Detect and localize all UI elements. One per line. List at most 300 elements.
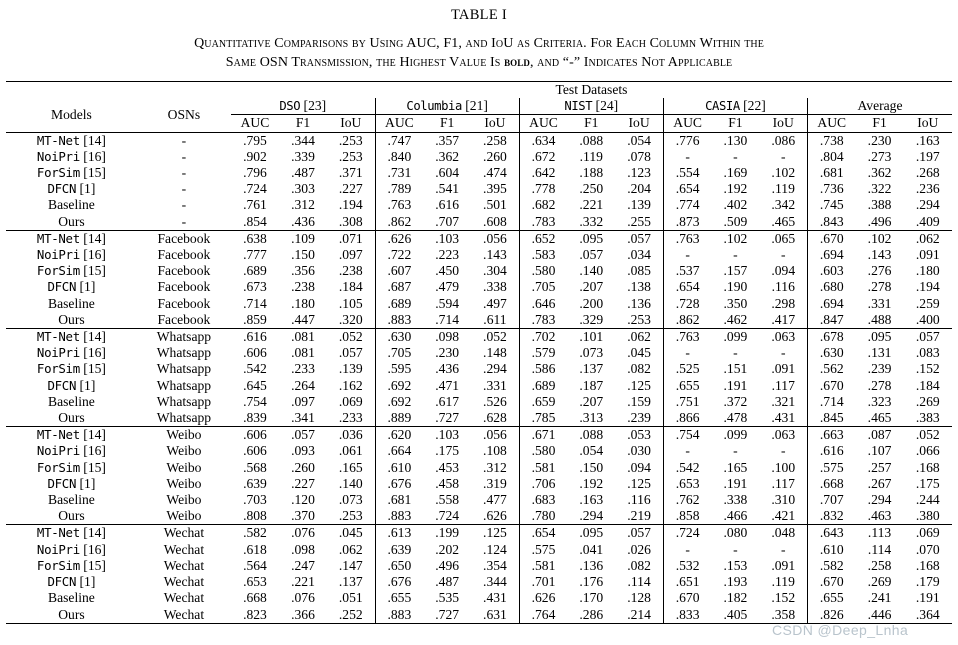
table-row xyxy=(6,165,952,181)
metric-value: .117 xyxy=(771,377,795,393)
metric-value: .616 xyxy=(808,443,856,459)
metric-value: .678 xyxy=(808,329,856,346)
metric-value: .763 xyxy=(663,329,711,346)
metric-value: .131 xyxy=(867,345,892,361)
metric-value: .321 xyxy=(771,393,796,409)
metric-value: .738 xyxy=(808,132,856,149)
metric-value: .119 xyxy=(579,148,603,164)
metric-value: .595 xyxy=(375,361,423,377)
row-model-name: Baseline xyxy=(48,492,95,508)
header-spacer xyxy=(6,82,231,99)
metric-value: .357 xyxy=(423,132,471,149)
metric-value: .078 xyxy=(627,148,651,164)
metric-value: .354 xyxy=(483,557,507,573)
metric-value: .774 xyxy=(663,197,711,213)
metric-value: .395 xyxy=(483,181,507,197)
row-model-name: DFCN [1] xyxy=(47,181,96,197)
table-row xyxy=(6,443,952,459)
row-model-name: Baseline xyxy=(48,590,95,606)
metric-value: .152 xyxy=(771,590,796,606)
metric-value: .465 xyxy=(867,410,892,426)
row-osn-name: Whatsapp xyxy=(156,345,212,361)
metric-value: .724 xyxy=(243,181,267,197)
metric-value: .278 xyxy=(867,279,892,295)
metric-value: .626 xyxy=(519,590,567,606)
metric-value: .358 xyxy=(759,607,807,624)
metric-value: .241 xyxy=(867,590,892,606)
metric-value: .400 xyxy=(915,311,940,327)
metric-value: .586 xyxy=(519,361,567,377)
metric-value: .747 xyxy=(375,132,423,149)
metric-value: .436 xyxy=(291,213,315,229)
metric-value: .056 xyxy=(471,230,519,247)
metric-value: .405 xyxy=(711,607,759,624)
row-osn-name: - xyxy=(181,213,187,229)
metric-value: .207 xyxy=(579,279,604,295)
metric-value: .099 xyxy=(711,329,759,346)
row-osn-name: Whatsapp xyxy=(156,361,212,377)
metric-value: .091 xyxy=(915,247,940,263)
metric-value: .463 xyxy=(867,508,892,524)
metric-value: .526 xyxy=(483,393,507,409)
metric-value: .034 xyxy=(627,247,651,263)
metric-value: .706 xyxy=(519,476,567,492)
metric-value: .535 xyxy=(435,590,460,606)
metric-value: .082 xyxy=(627,361,651,377)
metric-value: .053 xyxy=(615,427,663,444)
metric-value: .583 xyxy=(519,247,567,263)
metric-value: - xyxy=(733,148,738,164)
metric-header-nist-iou: IoU xyxy=(628,115,650,131)
table-row xyxy=(6,427,952,444)
metric-value: .736 xyxy=(808,181,856,197)
metric-value: .402 xyxy=(723,197,748,213)
metric-value: .606 xyxy=(243,443,267,459)
metric-value: .671 xyxy=(519,427,567,444)
table-row xyxy=(6,230,952,247)
metric-value: .165 xyxy=(338,459,363,475)
metric-value: .659 xyxy=(519,394,567,410)
metric-value: .054 xyxy=(615,132,663,149)
table-row xyxy=(6,149,952,165)
metric-value: .488 xyxy=(867,311,892,327)
metric-value: .184 xyxy=(915,377,940,393)
metric-value: .233 xyxy=(291,361,315,377)
metric-value: .646 xyxy=(519,296,567,312)
metric-value: .233 xyxy=(338,410,363,426)
metric-value: .626 xyxy=(483,508,507,524)
metric-value: .862 xyxy=(663,312,711,329)
table-row xyxy=(6,361,952,377)
metric-value: .654 xyxy=(519,525,567,542)
metric-value: .780 xyxy=(519,508,567,525)
metric-value: .687 xyxy=(375,279,423,295)
metric-value: .643 xyxy=(808,525,856,542)
row-model-name: DFCN [1] xyxy=(47,279,96,295)
metric-value: .130 xyxy=(711,132,759,149)
metric-value: .063 xyxy=(759,329,807,346)
metric-value: .051 xyxy=(338,590,363,606)
table-row xyxy=(6,508,952,525)
metric-value: .260 xyxy=(291,459,315,475)
metric-value: .613 xyxy=(375,525,423,542)
metric-value: .080 xyxy=(711,525,759,542)
dataset-group-nist: NIST [24] xyxy=(519,98,663,115)
row-osn-name: Facebook xyxy=(137,230,231,247)
metric-value: .116 xyxy=(627,492,651,508)
metric-value: .239 xyxy=(867,361,892,377)
row-model-name: NoiPri [16] xyxy=(36,247,106,263)
metric-value: .436 xyxy=(435,361,460,377)
metric-value: .372 xyxy=(723,393,748,409)
metric-header-dso-f1: F1 xyxy=(295,115,311,131)
table-row xyxy=(6,476,952,492)
metric-value: .091 xyxy=(771,557,796,573)
metric-value: .431 xyxy=(771,410,796,426)
metric-value: .582 xyxy=(231,525,279,542)
metric-value: .341 xyxy=(291,410,315,426)
metric-value: - xyxy=(733,345,738,361)
metric-value: .176 xyxy=(579,574,604,590)
metric-value: .714 xyxy=(243,295,267,311)
metric-value: .575 xyxy=(519,542,567,558)
metric-value: .175 xyxy=(915,475,940,491)
metric-value: .342 xyxy=(771,197,796,213)
row-osn-name: Facebook xyxy=(157,263,211,279)
metric-value: .070 xyxy=(915,541,940,557)
metric-value: .356 xyxy=(291,263,315,279)
metric-value: .319 xyxy=(483,475,507,491)
metric-value: .163 xyxy=(904,132,952,149)
metric-value: .639 xyxy=(375,542,423,558)
metric-value: .219 xyxy=(627,508,651,524)
metric-value: .244 xyxy=(915,492,940,508)
metric-value: .076 xyxy=(279,525,327,542)
metric-value: .714 xyxy=(808,394,856,410)
metric-value: .192 xyxy=(723,181,748,197)
metric-value: .608 xyxy=(483,213,507,229)
metric-value: .264 xyxy=(291,377,315,393)
metric-value: .082 xyxy=(627,557,651,573)
metric-value: .294 xyxy=(915,197,940,213)
dataset-group-header-row xyxy=(6,98,952,115)
metric-value: .707 xyxy=(435,213,460,229)
metric-value: .097 xyxy=(291,393,315,409)
metric-value: .191 xyxy=(723,475,748,491)
metric-value: .073 xyxy=(338,492,363,508)
dataset-group-columbia: Columbia [21] xyxy=(375,98,519,115)
metric-value: .230 xyxy=(856,132,904,149)
metric-value: .230 xyxy=(435,345,460,361)
metric-value: .681 xyxy=(808,165,856,181)
row-osn-name: Wechat xyxy=(137,525,231,542)
metric-value: .487 xyxy=(291,165,315,181)
metric-header-casia-f1: F1 xyxy=(728,115,743,131)
metric-value: .450 xyxy=(435,263,460,279)
metric-value: .446 xyxy=(856,607,904,624)
row-model-name: MT-Net [14] xyxy=(6,427,137,444)
metric-header-dso-iou: IoU xyxy=(340,115,362,131)
metric-value: .329 xyxy=(579,311,604,327)
metric-header-columbia-auc: AUC xyxy=(375,115,423,132)
metric-value: - xyxy=(663,345,711,361)
metric-value: .214 xyxy=(615,607,663,624)
metric-value: .054 xyxy=(579,443,604,459)
metric-value: .184 xyxy=(338,279,363,295)
row-osn-name: Wechat xyxy=(163,590,205,606)
metric-value: .114 xyxy=(627,574,651,590)
metric-value: .654 xyxy=(663,181,711,197)
metric-value: .862 xyxy=(375,214,423,231)
metric-value: .421 xyxy=(771,508,796,524)
row-osn-name: - xyxy=(181,197,187,213)
metric-value: .119 xyxy=(771,181,795,197)
metric-value: .497 xyxy=(483,295,507,311)
metric-value: .839 xyxy=(243,410,267,426)
metric-value: .175 xyxy=(435,443,460,459)
metric-value: .062 xyxy=(615,329,663,346)
metric-value: .383 xyxy=(915,410,940,426)
metric-value: .883 xyxy=(375,607,423,624)
metric-value: .409 xyxy=(915,213,940,229)
metric-value: .364 xyxy=(904,607,952,624)
row-osn-name: - xyxy=(137,132,231,149)
metric-value: .626 xyxy=(375,230,423,247)
metric-value: .253 xyxy=(627,311,651,327)
metric-value: .789 xyxy=(375,181,423,197)
row-osn-name: Facebook xyxy=(157,279,211,295)
metric-value: .655 xyxy=(375,590,423,606)
row-osn-name: Whatsapp xyxy=(137,329,231,346)
metric-value: .823 xyxy=(231,607,279,624)
metric-value: .370 xyxy=(291,508,315,524)
metric-value: .542 xyxy=(243,361,267,377)
metric-value: .098 xyxy=(423,329,471,346)
metric-header-average-auc: AUC xyxy=(808,115,856,132)
row-model-name: DFCN [1] xyxy=(47,574,96,590)
metric-value: .194 xyxy=(338,197,363,213)
metric-value: .179 xyxy=(915,574,940,590)
metric-value: .754 xyxy=(243,393,267,409)
metric-value: .116 xyxy=(771,279,795,295)
metric-value: .653 xyxy=(663,476,711,492)
metric-value: .103 xyxy=(423,427,471,444)
metric-value: .180 xyxy=(915,263,940,279)
metric-header-dso-auc: AUC xyxy=(240,115,270,131)
metric-value: .150 xyxy=(579,459,604,475)
metric-value: .628 xyxy=(483,410,507,426)
metric-value: .105 xyxy=(338,295,363,311)
metric-value: .796 xyxy=(243,165,267,181)
metric-value: .062 xyxy=(338,541,363,557)
metric-value: .143 xyxy=(867,247,892,263)
metric-value: .091 xyxy=(771,361,796,377)
table-row xyxy=(6,542,952,558)
metric-value: .689 xyxy=(375,296,423,312)
metric-value: .761 xyxy=(243,197,267,213)
metric-value: .380 xyxy=(915,508,940,524)
metric-value: .762 xyxy=(663,492,711,508)
metric-value: .645 xyxy=(243,377,267,393)
metric-value: .783 xyxy=(519,214,567,231)
metric-value: .151 xyxy=(723,361,748,377)
metric-value: .694 xyxy=(808,296,856,312)
row-model-name: Ours xyxy=(58,410,85,426)
metric-value: .152 xyxy=(915,361,940,377)
metric-value: .088 xyxy=(567,132,615,149)
metric-header-casia-auc: AUC xyxy=(663,115,711,132)
metric-value: .125 xyxy=(471,525,519,542)
metric-value: .785 xyxy=(519,410,567,427)
metric-value: .453 xyxy=(435,459,460,475)
dataset-group-dso: DSO [23] xyxy=(231,98,375,115)
metric-value: .705 xyxy=(519,279,567,295)
metric-value: .462 xyxy=(723,311,748,327)
metric-value: .253 xyxy=(327,132,375,149)
metric-value: .703 xyxy=(243,492,267,508)
row-model-name: MT-Net [14] xyxy=(6,230,137,247)
metric-value: .250 xyxy=(579,181,604,197)
metric-value: .221 xyxy=(291,574,315,590)
metric-value: .722 xyxy=(375,247,423,263)
metric-value: .537 xyxy=(663,263,711,279)
metric-value: .197 xyxy=(915,148,940,164)
metric-value: .554 xyxy=(663,165,711,181)
metric-value: .119 xyxy=(771,574,795,590)
metric-value: .630 xyxy=(808,345,856,361)
table-row xyxy=(6,558,952,574)
metric-value: .191 xyxy=(723,377,748,393)
watermark-text: CSDN @Deep_Lnha xyxy=(772,622,909,638)
row-osn-name: Weibo xyxy=(137,427,231,444)
metric-value: .276 xyxy=(867,263,892,279)
row-osn-name: Weibo xyxy=(166,475,202,491)
metric-value: .541 xyxy=(435,181,460,197)
metric-value: .257 xyxy=(867,459,892,475)
caption-line-1: Quantitative Comparisons by Using AUC, F1, and IoU as Criteria. For Each Column Within the xyxy=(194,36,764,51)
metric-value: .338 xyxy=(483,279,507,295)
table-row xyxy=(6,590,952,606)
dataset-group-casia: CASIA [22] xyxy=(663,98,807,115)
metric-value: .165 xyxy=(723,459,748,475)
metric-header-columbia-f1: F1 xyxy=(439,115,455,131)
row-model-name: ForSim [15] xyxy=(36,557,106,573)
dataset-group-average: Average xyxy=(808,98,953,115)
metric-value: .854 xyxy=(243,213,267,229)
metric-value: .883 xyxy=(375,312,423,329)
metric-value: .795 xyxy=(231,132,279,149)
metric-value: .258 xyxy=(471,132,519,149)
metric-value: .858 xyxy=(663,508,711,525)
metric-value: .705 xyxy=(375,345,423,361)
metric-value: .109 xyxy=(279,230,327,247)
row-osn-name: Weibo xyxy=(166,459,202,475)
metric-value: .239 xyxy=(627,410,651,426)
table-header-top-row xyxy=(6,82,952,99)
metric-value: .139 xyxy=(338,361,363,377)
metric-value: .447 xyxy=(291,311,315,327)
metric-value: .724 xyxy=(435,508,460,524)
metric-value: - xyxy=(733,443,738,459)
metric-value: .194 xyxy=(915,279,940,295)
metric-value: .138 xyxy=(627,279,651,295)
table-row xyxy=(6,214,952,231)
metric-value: .182 xyxy=(723,590,748,606)
metric-value: .278 xyxy=(867,377,892,393)
caption-line-2 xyxy=(0,53,958,72)
metric-value: .630 xyxy=(375,329,423,346)
metric-value: .190 xyxy=(723,279,748,295)
metric-value: .606 xyxy=(243,345,267,361)
metric-value: .582 xyxy=(808,558,856,574)
metric-value: .682 xyxy=(519,197,567,213)
metric-value: .902 xyxy=(243,148,267,164)
metric-value: .294 xyxy=(579,508,604,524)
metric-value: .344 xyxy=(483,574,507,590)
metric-value: .273 xyxy=(867,148,892,164)
row-model-name: NoiPri [16] xyxy=(36,541,106,557)
metric-value: .140 xyxy=(579,263,604,279)
metric-value: .575 xyxy=(808,460,856,476)
metric-value: .638 xyxy=(231,230,279,247)
metric-value: .267 xyxy=(867,475,892,491)
metric-value: .061 xyxy=(338,443,363,459)
row-osn-name: Weibo xyxy=(166,443,202,459)
metric-value: .236 xyxy=(915,181,940,197)
metric-value: .594 xyxy=(435,295,460,311)
metric-value: .683 xyxy=(519,492,567,508)
metric-value: .081 xyxy=(291,345,315,361)
metric-value: .496 xyxy=(435,557,460,573)
metric-value: .139 xyxy=(627,197,651,213)
metric-value: .676 xyxy=(375,574,423,590)
metric-value: .562 xyxy=(808,361,856,377)
metric-value: .607 xyxy=(375,263,423,279)
metric-value: .192 xyxy=(579,475,604,491)
metric-value: - xyxy=(780,541,786,557)
metric-value: .783 xyxy=(519,312,567,329)
metric-value: .066 xyxy=(915,443,940,459)
metric-value: .754 xyxy=(663,427,711,444)
metric-value: .332 xyxy=(579,213,604,229)
table-row xyxy=(6,574,952,590)
metric-value: .371 xyxy=(338,165,363,181)
metric-value: .137 xyxy=(338,574,363,590)
caption-line-2-part-a: Same OSN Transmission, the Highest Value Is xyxy=(225,55,505,70)
metric-value: .102 xyxy=(856,230,904,247)
metric-value: .487 xyxy=(435,574,460,590)
metric-value: .889 xyxy=(375,410,423,427)
metric-value: .099 xyxy=(711,427,759,444)
results-table-container xyxy=(0,81,958,624)
metric-value: .320 xyxy=(338,311,363,327)
metric-value: .618 xyxy=(243,541,267,557)
metric-value: - xyxy=(780,148,786,164)
metric-value: .150 xyxy=(291,247,315,263)
row-osn-name: Facebook xyxy=(157,311,211,327)
metric-value: .187 xyxy=(579,377,604,393)
table-row xyxy=(6,296,952,312)
metric-value: .883 xyxy=(375,508,423,525)
metric-value: .143 xyxy=(483,247,507,263)
metric-value: .310 xyxy=(771,492,796,508)
metric-value: .313 xyxy=(579,410,604,426)
metric-value: .525 xyxy=(663,361,711,377)
metric-value: .298 xyxy=(771,295,796,311)
metric-value: .477 xyxy=(483,492,507,508)
metric-header-nist-auc: AUC xyxy=(519,115,567,132)
metric-value: - xyxy=(733,541,738,557)
